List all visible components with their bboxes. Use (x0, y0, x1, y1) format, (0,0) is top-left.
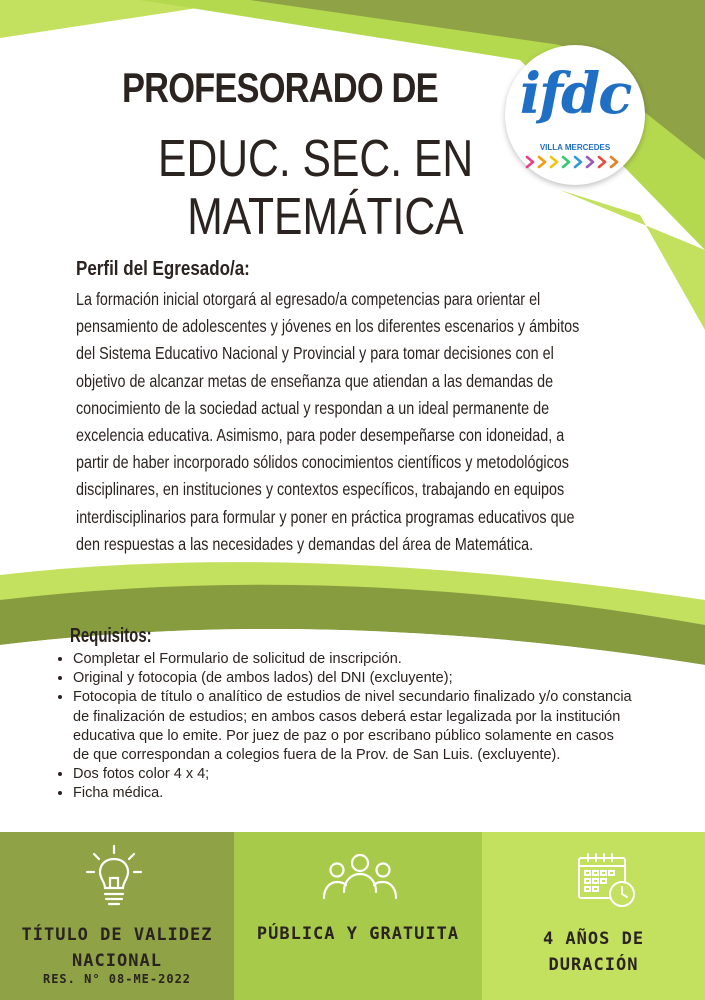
title-line3: MATEMÁTICA (187, 188, 464, 246)
logo-wordmark: ifdc (519, 61, 631, 127)
perfil-line: excelencia educativa. Asimismo, para poder desempeñarse con idoneidad, a (76, 425, 565, 446)
resolution-number: RES. N° 08-ME-2022 (42, 972, 192, 986)
panel-publica (234, 832, 482, 1000)
perfil-line: pensamiento de adolescentes y jóvenes en los diferentes escenarios y ámbitos (76, 316, 580, 337)
validez-label (0, 922, 234, 974)
validez-line1: TÍTULO DE VALIDEZ (21, 925, 213, 945)
ifdc-logo (505, 45, 645, 185)
list-item: • Dos fotos color 4 x 4; (73, 765, 633, 784)
requisitos-heading: Requisitos: (70, 625, 152, 647)
validez-line2: NACIONAL (72, 951, 162, 971)
panel-duracion (482, 832, 705, 1000)
duracion-line1: 4 AÑOS DE (542, 929, 645, 949)
title-main (158, 130, 473, 246)
list-item: • Completar el Formulario de solicitud de inscripción. (73, 650, 633, 669)
logo-arrows-icon (525, 155, 625, 169)
perfil-line: del Sistema Educativo Nacional y Provincial y para tomar decisiones con el (76, 343, 554, 364)
perfil-line: interdisciplinarios para formular y poner en práctica programas educativos que (76, 506, 575, 527)
title-line1: PROFESORADO DE (122, 64, 438, 111)
list-item: • Ficha médica. (73, 784, 633, 803)
perfil-line: conocimiento de la sociedad actual y respondan a un ideal permanente de (76, 397, 550, 418)
duracion-line2: DURACIÓN (548, 955, 639, 975)
publica-label: PÚBLICA Y GRATUITA (256, 924, 460, 944)
perfil-line: den respuestas a las necesidades y demandas del área de Matemática. (76, 533, 534, 554)
calendar-clock-icon (576, 852, 638, 910)
perfil-line: La formación inicial otorgará al egresado/a competencias para orientar el (76, 289, 541, 309)
list-item: • Fotocopia de título o analítico de estudios de nivel secundario finalizado y/o constancia de finalización de estudios; en ambos casos deberá estar legalizada por la institución educativa que lo emite. Por juez de paz o por escribano público solamente en casos de que correspondan a colegios fuera de la Prov. de San Luis. (excluyente). (73, 688, 633, 765)
logo-subtitle: VILLA MERCEDES (539, 143, 611, 152)
perfil-line: partir de haber incorporado sólidos conocimientos científicos y metodológicos (76, 452, 569, 473)
perfil-line: objetivo de alcanzar metas de enseñanza que atiendan a las demandas de (76, 370, 554, 391)
people-icon (322, 852, 398, 904)
duracion-label (482, 926, 705, 978)
perfil-heading: Perfil del Egresado/a: (76, 258, 250, 280)
lightbulb-icon (84, 844, 144, 910)
perfil-line: disciplinares, en instituciones y contextos específicos, trabajando en equipos (76, 479, 565, 500)
title-line2: EDUC. SEC. EN (158, 130, 474, 188)
perfil-body (76, 286, 650, 558)
panel-validez (0, 832, 234, 1000)
list-item: • Original y fotocopia (de ambos lados) del DNI (excluyente); (73, 669, 633, 688)
requisitos-list (52, 650, 633, 804)
